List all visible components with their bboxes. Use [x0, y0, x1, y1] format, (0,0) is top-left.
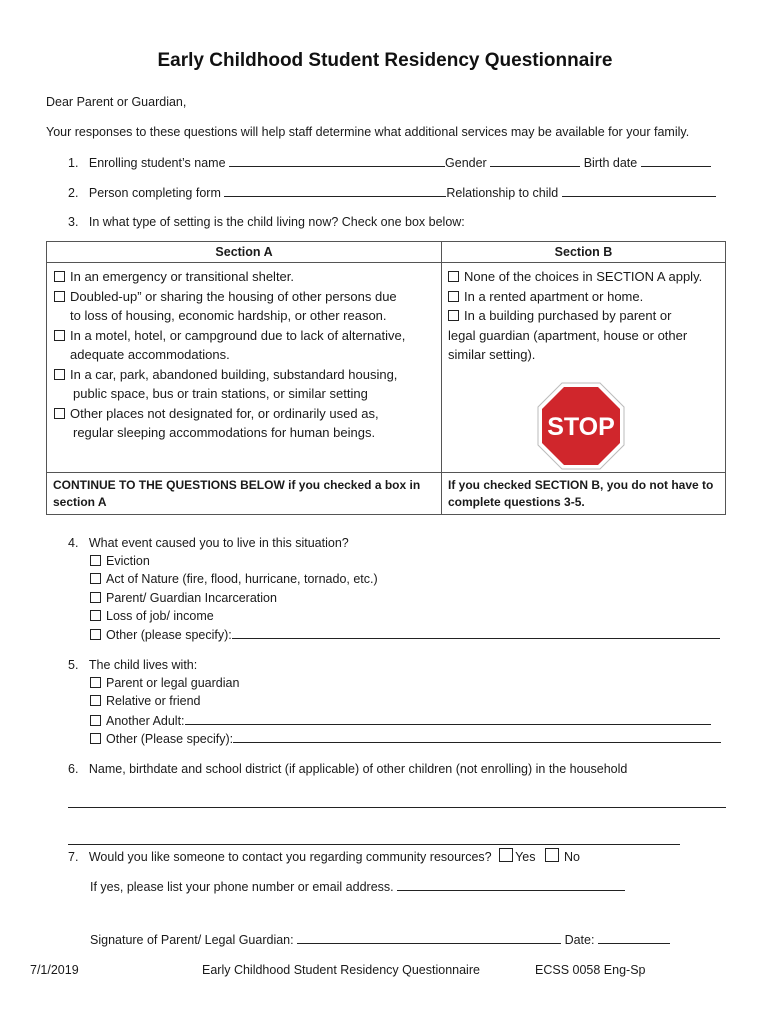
q6-answer-line-2[interactable]: [68, 844, 680, 845]
checkbox[interactable]: [90, 629, 101, 640]
checkbox[interactable]: [54, 408, 65, 419]
q4-option[interactable]: Act of Nature (fire, flood, hurricane, tornado, etc.): [90, 571, 378, 587]
student-name-field[interactable]: [229, 154, 445, 167]
q5-option[interactable]: Parent or legal guardian: [90, 675, 239, 691]
section-a-option[interactable]: In a motel, hotel, or campground due to lack of alternative,: [54, 326, 441, 346]
q4-option[interactable]: Parent/ Guardian Incarceration: [90, 590, 277, 606]
relationship-label: Relationship to child: [446, 186, 559, 200]
relationship-field[interactable]: [562, 184, 716, 197]
person-completing-field[interactable]: [224, 184, 446, 197]
person-completing-label: Person completing form: [88, 186, 221, 200]
signature-field[interactable]: [297, 931, 561, 944]
page-title: Early Childhood Student Residency Questionnaire: [157, 50, 613, 71]
checkbox[interactable]: [448, 310, 459, 321]
footer-code: ECSS 0058 Eng-Sp: [535, 963, 646, 977]
intro-text: Your responses to these questions will help staff determine what additional services may be available for your family.: [46, 125, 690, 139]
yes-checkbox[interactable]: [499, 848, 513, 862]
q4-option[interactable]: Loss of job/ income: [90, 608, 214, 624]
section-a-options: In an emergency or transitional shelter. Doubled-up” or sharing the housing of other persons due to loss of housing, economic hardship, or other reason. In a motel, hotel, or campground due to lack of alternative, adequate accommodations. In a car, park, abandoned building, substandard housing, public space, bus or train stations, or similar setting Other places not designated for, or ordinarily used as, regular sleeping accommodations for human beings.: [47, 263, 442, 473]
gender-field[interactable]: [490, 154, 580, 167]
q4-option[interactable]: Eviction: [90, 553, 150, 569]
date-label: Date:: [564, 933, 595, 947]
checkbox[interactable]: [90, 695, 101, 706]
question-6: 6. Name, birthdate and school district (if applicable) of other children (not enrolling) in the household: [68, 762, 628, 776]
question-2: 2. Person completing form Relationship to child: [68, 184, 716, 201]
checkbox[interactable]: [54, 330, 65, 341]
checkbox[interactable]: [90, 555, 101, 566]
checkbox[interactable]: [54, 271, 65, 282]
greeting: Dear Parent or Guardian,: [46, 95, 187, 109]
section-b-option[interactable]: In a rented apartment or home.: [448, 287, 725, 307]
question-3: 3. In what type of setting is the child living now? Check one box below:: [68, 215, 465, 229]
yes-label: Yes: [515, 850, 536, 864]
section-a-option[interactable]: Other places not designated for, or ordinarily used as,: [54, 404, 441, 424]
signature-label: Signature of Parent/ Legal Guardian:: [90, 933, 294, 947]
contact-info-field[interactable]: [397, 878, 625, 891]
q5-option-other[interactable]: Other (Please specify):: [90, 730, 721, 747]
question-7: 7. Would you like someone to contact you regarding community resources? Yes No: [68, 850, 580, 864]
birth-date-label: Birth date: [583, 156, 638, 170]
question-1: 1. Enrolling student’s name Gender Birth date: [68, 154, 711, 171]
student-name-label: Enrolling student’s name: [88, 156, 226, 170]
no-checkbox[interactable]: [545, 848, 559, 862]
checkbox[interactable]: [54, 369, 65, 380]
stop-sign-icon: [536, 381, 626, 471]
no-label: No: [564, 850, 580, 864]
checkbox[interactable]: [54, 291, 65, 302]
checkbox[interactable]: [448, 291, 459, 302]
q5-option-another-adult[interactable]: Another Adult:: [90, 712, 711, 729]
question-5: 5. The child lives with:: [68, 658, 198, 672]
q6-answer-line-1[interactable]: [68, 807, 726, 808]
checkbox[interactable]: [90, 592, 101, 603]
section-b-heading: Section B: [442, 242, 726, 263]
birth-date-field[interactable]: [641, 154, 711, 167]
gender-label: Gender: [445, 156, 487, 170]
section-a-option[interactable]: In an emergency or transitional shelter.: [54, 267, 441, 287]
section-a-continue-note: CONTINUE TO THE QUESTIONS BELOW if you checked a box in section A: [47, 473, 442, 515]
footer-date: 7/1/2019: [30, 963, 79, 977]
section-a-option[interactable]: Doubled-up” or sharing the housing of other persons due: [54, 287, 441, 307]
checkbox[interactable]: [448, 271, 459, 282]
q4-option-other[interactable]: Other (please specify):: [90, 626, 720, 643]
contact-info-row: If yes, please list your phone number or email address.: [90, 878, 625, 895]
section-b-option[interactable]: In a building purchased by parent or: [448, 306, 725, 326]
stop-sign-text: STOP: [547, 413, 615, 441]
date-field[interactable]: [598, 931, 670, 944]
footer-title: Early Childhood Student Residency Questionnaire: [202, 963, 480, 977]
q4-other-field[interactable]: [232, 626, 720, 639]
checkbox[interactable]: [90, 715, 101, 726]
q5-option[interactable]: Relative or friend: [90, 693, 201, 709]
section-a-heading: Section A: [47, 242, 442, 263]
section-b-option[interactable]: None of the choices in SECTION A apply.: [448, 267, 725, 287]
q5-another-adult-field[interactable]: [185, 712, 711, 725]
section-b-options: None of the choices in SECTION A apply. In a rented apartment or home. In a building purchased by parent or legal guardian (apartment, house or other similar setting). STOP: [442, 263, 726, 473]
checkbox[interactable]: [90, 573, 101, 584]
section-table: [46, 241, 726, 515]
checkbox[interactable]: [90, 610, 101, 621]
checkbox[interactable]: [90, 733, 101, 744]
signature-row: [90, 931, 670, 948]
section-b-note: If you checked SECTION B, you do not have to complete questions 3-5.: [442, 473, 726, 515]
checkbox[interactable]: [90, 677, 101, 688]
section-a-option[interactable]: In a car, park, abandoned building, substandard housing,: [54, 365, 441, 385]
q5-other-field[interactable]: [233, 730, 721, 743]
question-4: 4. What event caused you to live in this situation?: [68, 536, 349, 550]
